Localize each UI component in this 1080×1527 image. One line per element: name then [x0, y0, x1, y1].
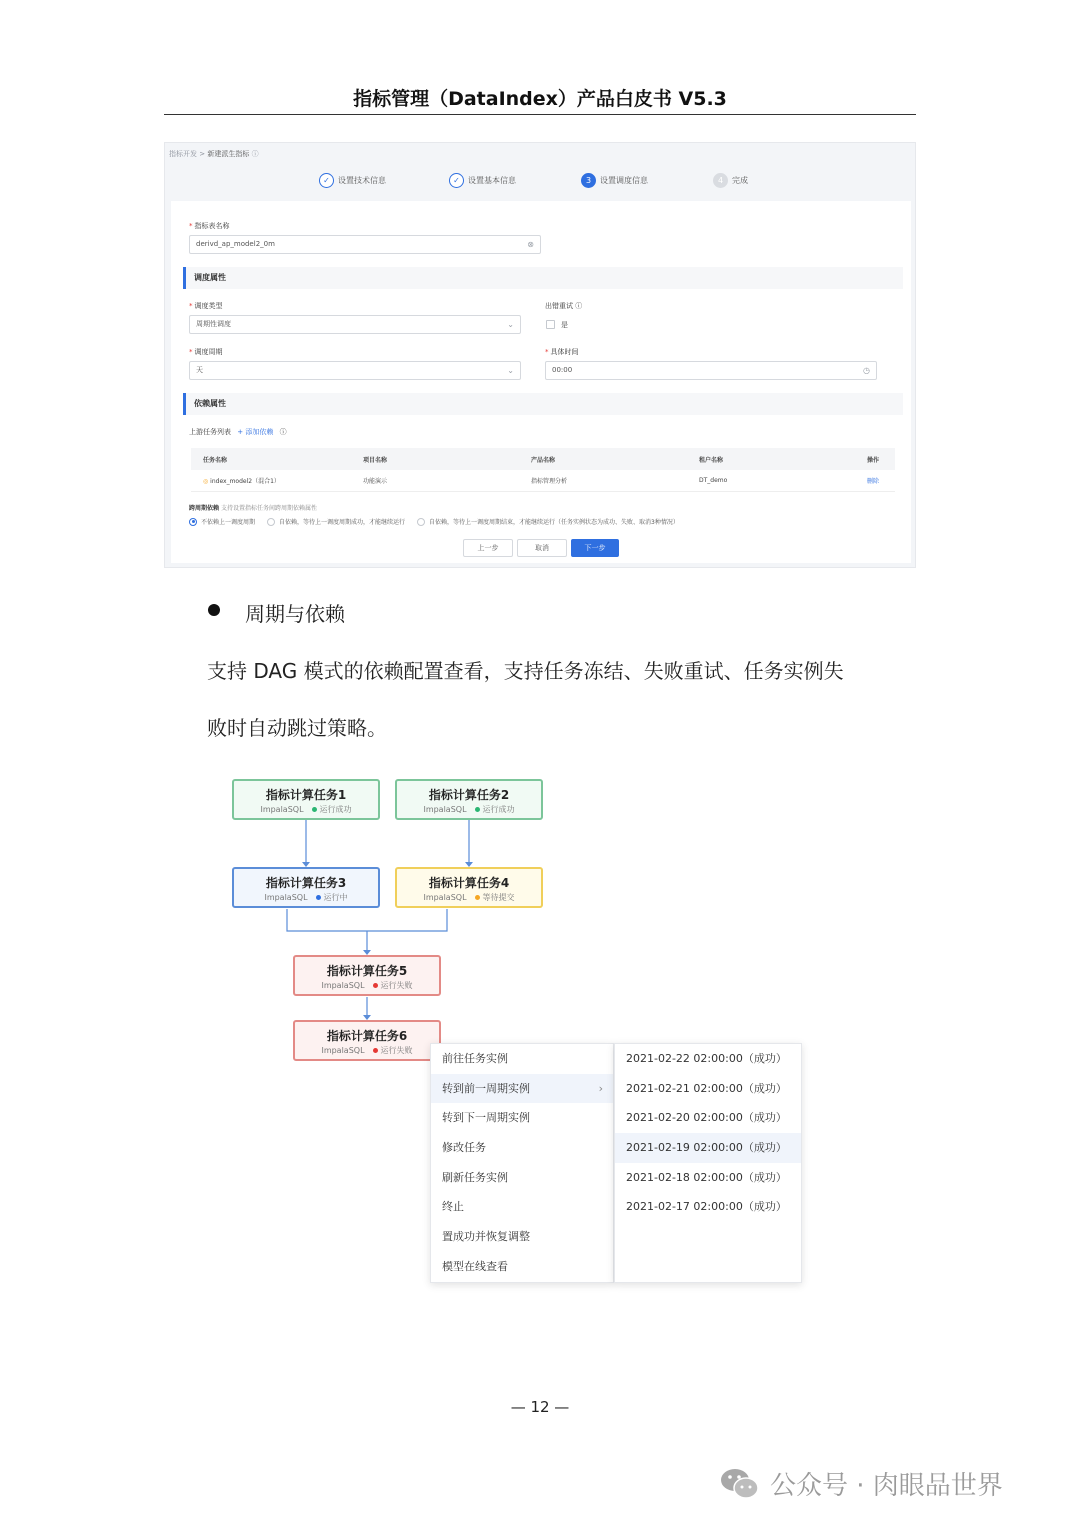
- table-header: 项目名称: [363, 456, 388, 464]
- menu-item-prev-cycle[interactable]: 转到前一周期实例 ›: [431, 1074, 613, 1104]
- step-label: 设置基本信息: [468, 176, 516, 185]
- instance-submenu: [614, 1043, 802, 1283]
- wechat-icon: [720, 1466, 760, 1502]
- table-cell: ◎ index_model2（混合1）: [203, 478, 280, 485]
- cross-cycle-label: 跨周期依赖 支持设置指标任务间跨周期依赖属性: [189, 505, 317, 512]
- menu-item-refresh[interactable]: 刷新任务实例: [442, 1170, 508, 1184]
- status-dot-icon: [316, 895, 321, 900]
- table-cell: DT_demo: [699, 477, 728, 484]
- task-icon: ◎: [203, 478, 209, 485]
- help-icon: ⓘ: [575, 302, 583, 310]
- dag-node-task1[interactable]: 指标计算任务1 ImpalaSQL 运行成功: [232, 779, 380, 820]
- breadcrumb-current: 新建派生指标: [207, 150, 250, 158]
- submenu-item-instance[interactable]: 2021-02-22 02:00:00（成功）: [626, 1052, 787, 1065]
- menu-item-goto-instance[interactable]: 前往任务实例: [442, 1052, 508, 1065]
- dag-node-task5[interactable]: 指标计算任务5 ImpalaSQL 运行失败: [293, 955, 441, 996]
- table-name-label: * 指标表名称: [189, 222, 230, 230]
- edge-3-4-merge: [287, 909, 447, 931]
- submenu-item-instance[interactable]: 2021-02-18 02:00:00（成功）: [626, 1170, 787, 1184]
- delete-link[interactable]: 删除: [867, 478, 880, 485]
- watermark-text: 公众号 · 肉眼品世界: [770, 1471, 1003, 1501]
- period-label: * 调度周期: [189, 348, 223, 356]
- time-label: * 具体时间: [545, 348, 579, 356]
- dag-node-task4[interactable]: 指标计算任务4 ImpalaSQL 等待提交: [395, 867, 543, 908]
- submenu-item-instance[interactable]: 2021-02-17 02:00:00（成功）: [626, 1200, 787, 1214]
- paragraph-line: 败时自动跳过策略。: [207, 716, 387, 740]
- cancel-button[interactable]: 取消: [517, 539, 567, 557]
- status-dot-icon: [475, 895, 480, 900]
- table-cell: 功能演示: [363, 478, 388, 485]
- status-dot-icon: [373, 1048, 378, 1053]
- table-header: 产品名称: [531, 456, 556, 464]
- schedule-type-label: * 调度类型: [189, 302, 223, 310]
- retry-label: 出错重试 ⓘ: [545, 302, 583, 310]
- chevron-right-icon: ›: [598, 1081, 603, 1095]
- help-icon: ⓘ: [251, 150, 259, 158]
- period-select[interactable]: 天 ⌄: [189, 361, 521, 380]
- section-schedule: 调度属性: [183, 267, 903, 289]
- status-dot-icon: [312, 807, 317, 812]
- add-upstream-link[interactable]: + 添加依赖: [237, 428, 274, 436]
- menu-item-stop[interactable]: 终止: [442, 1200, 464, 1214]
- step-number-icon: 3: [581, 173, 596, 188]
- table-header: 任务名称: [203, 456, 228, 464]
- step-label: 设置技术信息: [338, 176, 386, 185]
- status-dot-icon: [373, 983, 378, 988]
- submenu-item-instance[interactable]: 2021-02-21 02:00:00（成功）: [626, 1081, 787, 1095]
- step-label: 设置调度信息: [600, 176, 648, 185]
- dag-node-task6[interactable]: 指标计算任务6 ImpalaSQL 运行失败: [293, 1020, 441, 1061]
- step-label: 完成: [732, 176, 748, 185]
- prev-step-button[interactable]: 上一步: [463, 539, 513, 557]
- dag-node-task3[interactable]: 指标计算任务3 ImpalaSQL 运行中: [232, 867, 380, 908]
- chevron-down-icon: ⌄: [507, 366, 514, 375]
- document-header-title: 指标管理（DataIndex）产品白皮书 V5.3: [353, 88, 727, 110]
- context-menu: [430, 1043, 614, 1283]
- chevron-down-icon: ⌄: [507, 320, 514, 329]
- menu-item-next-cycle[interactable]: 转到下一周期实例: [442, 1111, 530, 1125]
- clock-icon: ◷: [863, 366, 870, 375]
- submenu-item-instance[interactable]: 2021-02-20 02:00:00（成功）: [626, 1111, 787, 1125]
- dag-node-task2[interactable]: 指标计算任务2 ImpalaSQL 运行成功: [395, 779, 543, 820]
- upstream-list-label: 上游任务列表 + 添加依赖 ⓘ: [189, 428, 287, 436]
- submenu-item-instance[interactable]: 2021-02-19 02:00:00（成功）: [615, 1133, 801, 1163]
- check-icon: ✓: [319, 173, 334, 188]
- status-dot-icon: [475, 807, 480, 812]
- section-dependency: 依赖属性: [183, 393, 903, 415]
- menu-item-edit-task[interactable]: 修改任务: [442, 1141, 486, 1155]
- next-step-button[interactable]: 下一步: [571, 539, 619, 557]
- schedule-type-select[interactable]: 周期性调度 ⌄: [189, 315, 521, 334]
- cross-cycle-radio-group: 不依赖上一调度周期 自依赖，等待上一调度周期成功，才能继续运行 自依赖，等待上一调度周期结束，才能继续运行（任务实例状态为成功、失败、取消3种情况）: [189, 517, 679, 526]
- table-header: 操作: [867, 456, 880, 464]
- menu-item-set-success[interactable]: 置成功并恢复调整: [442, 1230, 530, 1244]
- table-cell: 指标管理分析: [531, 478, 568, 485]
- page-number: — 12 —: [510, 1398, 570, 1416]
- section-heading: 周期与依赖: [245, 602, 345, 626]
- step-number-icon: 4: [713, 173, 728, 188]
- table-name-input[interactable]: derivd_ap_model2_0m ⊗: [189, 235, 541, 254]
- retry-option-label: 是: [561, 321, 568, 329]
- check-icon: ✓: [449, 173, 464, 188]
- menu-item-view-model[interactable]: 模型在线查看: [442, 1259, 508, 1273]
- help-icon: ⓘ: [279, 428, 287, 436]
- breadcrumb-parent[interactable]: 指标开发 >: [169, 150, 206, 158]
- table-header: 租户名称: [699, 456, 724, 464]
- time-picker[interactable]: 00:00 ◷: [545, 361, 877, 380]
- paragraph-line: 支持 DAG 模式的依赖配置查看，支持任务冻结、失败重试、任务实例失: [207, 659, 844, 683]
- watermark: [720, 1465, 1003, 1502]
- clear-icon[interactable]: ⊗: [527, 240, 534, 249]
